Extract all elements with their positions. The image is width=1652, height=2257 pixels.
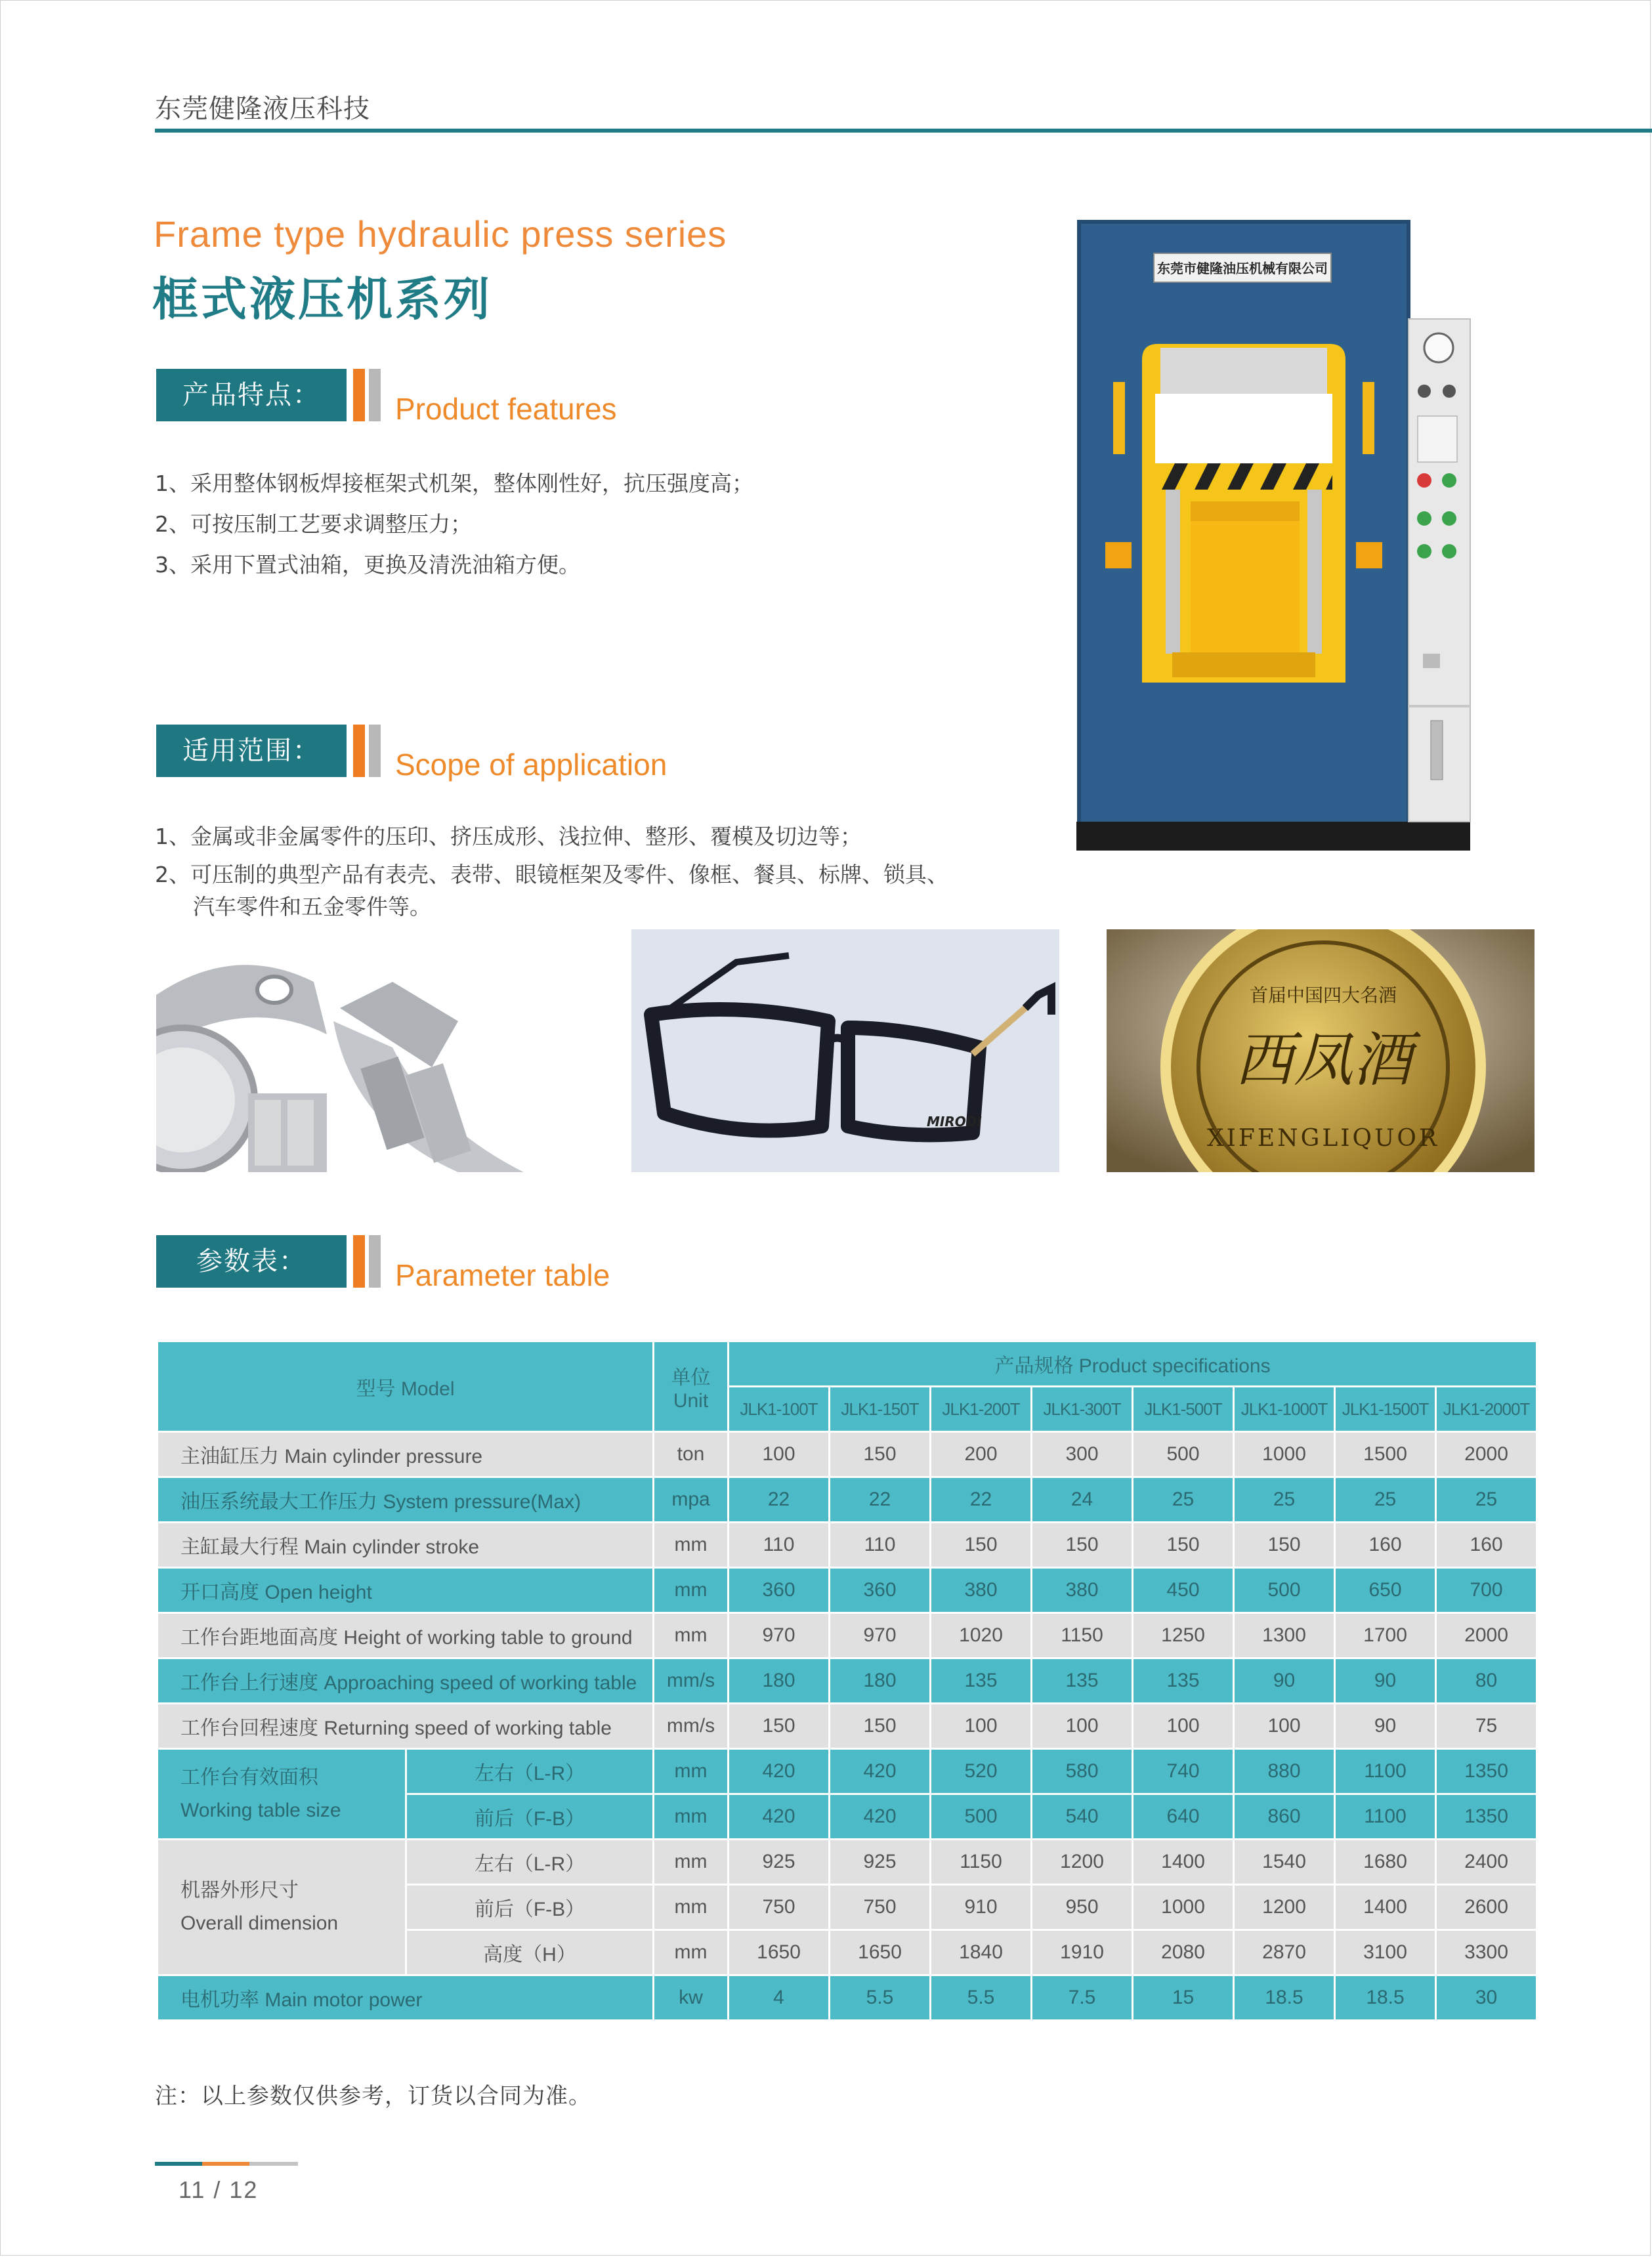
value-cell: 100: [1032, 1704, 1133, 1749]
value-cell: 1100: [1335, 1794, 1436, 1840]
value-cell: 1400: [1133, 1840, 1234, 1885]
value-cell: 640: [1133, 1794, 1234, 1840]
grey-bar: [369, 1235, 381, 1288]
model-cell: JLK1-1000T: [1234, 1387, 1335, 1432]
value-cell: 420: [830, 1749, 931, 1794]
model-cell: JLK1-2000T: [1436, 1387, 1537, 1432]
group-label: 机器外形尺寸 Overall dimension: [158, 1840, 406, 1975]
model-cell: JLK1-500T: [1133, 1387, 1234, 1432]
row-label: 工作台回程速度 Returning speed of working table: [158, 1704, 654, 1749]
list-item: 2、可按压制工艺要求调整压力；: [155, 511, 472, 537]
row-unit: mm: [654, 1930, 729, 1975]
value-cell: 1500: [1335, 1432, 1436, 1477]
unit-header: 单位 Unit: [654, 1341, 729, 1432]
value-cell: 15: [1133, 1975, 1234, 2021]
value-cell: 1400: [1335, 1885, 1436, 1930]
table-row: [158, 1613, 1537, 1658]
value-cell: 100: [1234, 1704, 1335, 1749]
row-unit: mm: [654, 1568, 729, 1613]
value-cell: 910: [931, 1885, 1032, 1930]
value-cell: 150: [1133, 1523, 1234, 1568]
list-item: 2、可压制的典型产品有表壳、表带、眼镜框架及零件、像框、餐具、标牌、锁具、: [155, 862, 948, 887]
value-cell: 750: [830, 1885, 931, 1930]
value-cell: 100: [931, 1704, 1032, 1749]
value-cell: 3300: [1436, 1930, 1537, 1975]
table-row: [158, 1568, 1537, 1613]
machine-plate: 东莞市健隆油压机械有限公司: [1157, 261, 1328, 276]
table-note: 注：以上参数仅供参考，订货以合同为准。: [155, 2083, 591, 2109]
value-cell: 22: [830, 1477, 931, 1523]
table-row: [158, 1432, 1537, 1477]
value-cell: 2000: [1436, 1613, 1537, 1658]
value-cell: 150: [1032, 1523, 1133, 1568]
row-label: 工作台上行速度 Approaching speed of working table: [158, 1658, 654, 1704]
value-cell: 380: [1032, 1568, 1133, 1613]
row-unit: mm: [654, 1885, 729, 1930]
value-cell: 25: [1133, 1477, 1234, 1523]
value-cell: 1680: [1335, 1840, 1436, 1885]
features-list: [155, 463, 753, 585]
value-cell: 1200: [1032, 1840, 1133, 1885]
orange-bar: [353, 369, 365, 421]
value-cell: 360: [729, 1568, 830, 1613]
coin-top-text: 首届中国四大名酒: [1249, 984, 1397, 1006]
table-header-row: [158, 1341, 1537, 1387]
title-chinese: 框式液压机系列: [152, 272, 492, 326]
title-english: Frame type hydraulic press series: [154, 213, 727, 255]
list-item: 3、采用下置式油箱，更换及清洗油箱方便。: [155, 552, 580, 578]
value-cell: 580: [1032, 1749, 1133, 1794]
value-cell: 4: [729, 1975, 830, 2021]
value-cell: 90: [1335, 1658, 1436, 1704]
value-cell: 1540: [1234, 1840, 1335, 1885]
coin-image: [1107, 929, 1535, 1172]
value-cell: 700: [1436, 1568, 1537, 1613]
row-unit: mm: [654, 1794, 729, 1840]
header-rule: [155, 129, 1652, 133]
row-label: 主油缸压力 Main cylinder pressure: [158, 1432, 654, 1477]
value-cell: 1840: [931, 1930, 1032, 1975]
value-cell: 3100: [1335, 1930, 1436, 1975]
value-cell: 750: [729, 1885, 830, 1930]
application-list: [155, 818, 948, 920]
value-cell: 5.5: [830, 1975, 931, 2021]
value-cell: 970: [830, 1613, 931, 1658]
row-label: 油压系统最大工作压力 System pressure(Max): [158, 1477, 654, 1523]
value-cell: 1150: [931, 1840, 1032, 1885]
model-cell: JLK1-150T: [830, 1387, 931, 1432]
value-cell: 18.5: [1335, 1975, 1436, 2021]
row-unit: mm: [654, 1840, 729, 1885]
value-cell: 5.5: [931, 1975, 1032, 2021]
model-cell: JLK1-1500T: [1335, 1387, 1436, 1432]
application-tag: 适用范围：: [156, 725, 347, 777]
row-unit: mm: [654, 1613, 729, 1658]
row-unit: mpa: [654, 1477, 729, 1523]
value-cell: 860: [1234, 1794, 1335, 1840]
company-name: 东莞健隆液压科技: [155, 94, 370, 124]
group-label: 工作台有效面积 Working table size: [158, 1749, 406, 1840]
value-cell: 540: [1032, 1794, 1133, 1840]
value-cell: 150: [1234, 1523, 1335, 1568]
value-cell: 1650: [830, 1930, 931, 1975]
footer-bar-orange: [202, 2162, 249, 2166]
value-cell: 1300: [1234, 1613, 1335, 1658]
value-cell: 30: [1436, 1975, 1537, 2021]
value-cell: 520: [931, 1749, 1032, 1794]
value-cell: 2870: [1234, 1930, 1335, 1975]
value-cell: 100: [1133, 1704, 1234, 1749]
value-cell: 2600: [1436, 1885, 1537, 1930]
value-cell: 1650: [729, 1930, 830, 1975]
parameter-table: [156, 1340, 1538, 2021]
value-cell: 925: [729, 1840, 830, 1885]
value-cell: 950: [1032, 1885, 1133, 1930]
value-cell: 1700: [1335, 1613, 1436, 1658]
value-cell: 880: [1234, 1749, 1335, 1794]
params-tag: 参数表：: [156, 1235, 347, 1288]
spec-header: 产品规格 Product specifications: [729, 1341, 1537, 1387]
hydraulic-press-image: [1076, 219, 1474, 851]
value-cell: 75: [1436, 1704, 1537, 1749]
row-unit: mm: [654, 1523, 729, 1568]
value-cell: 25: [1234, 1477, 1335, 1523]
value-cell: 970: [729, 1613, 830, 1658]
row-unit: kw: [654, 1975, 729, 2021]
value-cell: 420: [830, 1794, 931, 1840]
value-cell: 380: [931, 1568, 1032, 1613]
row-unit: mm: [654, 1749, 729, 1794]
value-cell: 500: [1234, 1568, 1335, 1613]
page-number: 11 / 12: [179, 2176, 259, 2203]
model-cell: JLK1-200T: [931, 1387, 1032, 1432]
value-cell: 1200: [1234, 1885, 1335, 1930]
grey-bar: [369, 369, 381, 421]
row-label: 主缸最大行程 Main cylinder stroke: [158, 1523, 654, 1568]
value-cell: 1910: [1032, 1930, 1133, 1975]
coin-text: XIFENGLIQUOR: [1207, 1125, 1439, 1152]
features-tag: 产品特点：: [156, 369, 347, 421]
row-unit: mm/s: [654, 1658, 729, 1704]
value-cell: 1150: [1032, 1613, 1133, 1658]
value-cell: 100: [729, 1432, 830, 1477]
value-cell: 1250: [1133, 1613, 1234, 1658]
value-cell: 135: [931, 1658, 1032, 1704]
orange-bar: [353, 1235, 365, 1288]
value-cell: 1000: [1133, 1885, 1234, 1930]
list-item: 1、采用整体钢板焊接框架式机架，整体刚性好，抗压强度高；: [155, 471, 753, 496]
value-cell: 24: [1032, 1477, 1133, 1523]
list-item: 1、金属或非金属零件的压印、挤压成形、浅拉伸、整形、覆模及切边等；: [155, 824, 862, 849]
application-english: Scope of application: [395, 748, 667, 782]
row-label: 工作台距地面高度 Height of working table to ground: [158, 1613, 654, 1658]
value-cell: 90: [1234, 1658, 1335, 1704]
value-cell: 360: [830, 1568, 931, 1613]
table-row: [158, 1523, 1537, 1568]
value-cell: 420: [729, 1794, 830, 1840]
value-cell: 150: [729, 1704, 830, 1749]
value-cell: 150: [931, 1523, 1032, 1568]
row-label: 开口高度 Open height: [158, 1568, 654, 1613]
value-cell: 180: [729, 1658, 830, 1704]
row-label: 电机功率 Main motor power: [158, 1975, 654, 2021]
value-cell: 80: [1436, 1658, 1537, 1704]
value-cell: 450: [1133, 1568, 1234, 1613]
sub-label: 前后（F-B）: [406, 1885, 654, 1930]
model-cell: JLK1-100T: [729, 1387, 830, 1432]
value-cell: 90: [1335, 1704, 1436, 1749]
value-cell: 420: [729, 1749, 830, 1794]
value-cell: 18.5: [1234, 1975, 1335, 2021]
watch-image: [156, 929, 584, 1172]
coin-center-text: 西凤酒: [1235, 1026, 1412, 1095]
value-cell: 22: [931, 1477, 1032, 1523]
value-cell: 2080: [1133, 1930, 1234, 1975]
value-cell: 25: [1436, 1477, 1537, 1523]
value-cell: 650: [1335, 1568, 1436, 1613]
list-item: 汽车零件和五金零件等。: [193, 894, 431, 919]
sub-label: 高度（H）: [406, 1930, 654, 1975]
table-row: [158, 1704, 1537, 1749]
value-cell: 2400: [1436, 1840, 1537, 1885]
glasses-image: [631, 929, 1059, 1172]
value-cell: 135: [1133, 1658, 1234, 1704]
value-cell: 110: [830, 1523, 931, 1568]
value-cell: 150: [830, 1432, 931, 1477]
value-cell: 500: [1133, 1432, 1234, 1477]
value-cell: 25: [1335, 1477, 1436, 1523]
table-row: [158, 1749, 1537, 1794]
params-english: Parameter table: [395, 1258, 610, 1292]
sub-label: 左右（L-R）: [406, 1749, 654, 1794]
orange-bar: [353, 725, 365, 777]
value-cell: 740: [1133, 1749, 1234, 1794]
value-cell: 1350: [1436, 1749, 1537, 1794]
value-cell: 200: [931, 1432, 1032, 1477]
table-row: [158, 1658, 1537, 1704]
value-cell: 925: [830, 1840, 931, 1885]
value-cell: 2000: [1436, 1432, 1537, 1477]
value-cell: 110: [729, 1523, 830, 1568]
table-row: [158, 1840, 1537, 1885]
value-cell: 1020: [931, 1613, 1032, 1658]
value-cell: 300: [1032, 1432, 1133, 1477]
features-english: Product features: [395, 392, 617, 426]
footer-bar-teal: [155, 2162, 202, 2166]
grey-bar: [369, 725, 381, 777]
value-cell: 160: [1335, 1523, 1436, 1568]
row-unit: mm/s: [654, 1704, 729, 1749]
sub-label: 前后（F-B）: [406, 1794, 654, 1840]
sub-label: 左右（L-R）: [406, 1840, 654, 1885]
row-unit: ton: [654, 1432, 729, 1477]
value-cell: 7.5: [1032, 1975, 1133, 2021]
table-row: [158, 1975, 1537, 2021]
value-cell: 1100: [1335, 1749, 1436, 1794]
value-cell: 1350: [1436, 1794, 1537, 1840]
value-cell: 500: [931, 1794, 1032, 1840]
value-cell: 22: [729, 1477, 830, 1523]
footer-bar-grey: [249, 2162, 298, 2166]
value-cell: 160: [1436, 1523, 1537, 1568]
table-row: [158, 1477, 1537, 1523]
value-cell: 150: [830, 1704, 931, 1749]
value-cell: 1000: [1234, 1432, 1335, 1477]
model-cell: JLK1-300T: [1032, 1387, 1133, 1432]
value-cell: 180: [830, 1658, 931, 1704]
glasses-brand: MIRODI: [927, 1114, 982, 1129]
value-cell: 135: [1032, 1658, 1133, 1704]
model-header: 型号 Model: [158, 1341, 654, 1432]
